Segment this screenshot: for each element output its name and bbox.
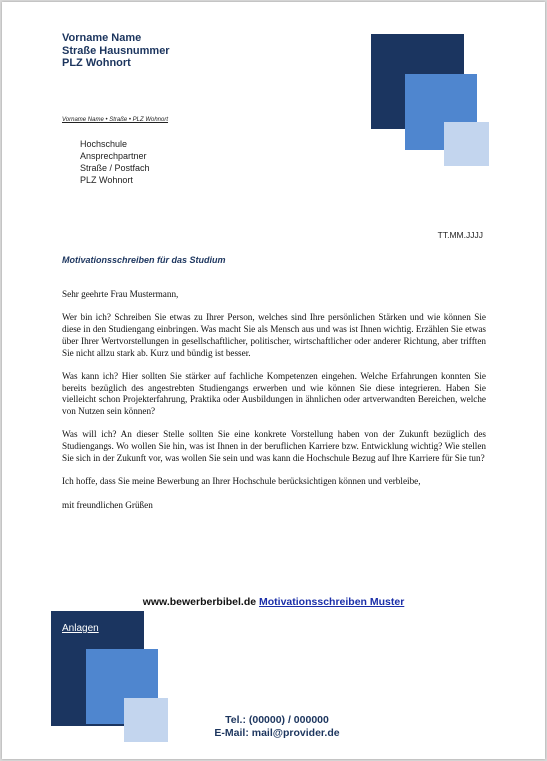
sender-street: Straße Hausnummer <box>62 44 170 57</box>
salutation: Sehr geehrte Frau Mustermann, <box>62 289 179 299</box>
contact-email: E-Mail: mail@provider.de <box>214 727 340 739</box>
letter-page <box>2 2 545 759</box>
subject-line: Motivationsschreiben für das Studium <box>62 255 226 265</box>
recipient-line: Ansprechpartner <box>80 151 147 161</box>
recipient-address <box>80 138 150 186</box>
contact-info <box>202 714 352 740</box>
anlagen-label: Anlagen <box>62 623 99 634</box>
return-address-line: Vorname Name • Straße • PLZ Wohnort <box>62 117 169 123</box>
footer-link[interactable]: Motivationsschreiben Muster <box>259 596 405 608</box>
body-paragraph: Ich hoffe, dass Sie meine Bewerbung an Ihrer Hochschule berücksichtigen können und verbleibe, <box>62 476 421 487</box>
recipient-line: Hochschule <box>80 139 128 149</box>
recipient-line: Straße / Postfach <box>80 163 150 173</box>
body-paragraph: Wer bin ich? Schreiben Sie etwas zu Ihrer Person, welches sind Ihre persönlichen Stärken und wie können Sie diese in den Studiengang einbringen. Was macht Sie als Mensch aus und was ist Ihnen wichtig. Erzählen Sie etwas über Ihrer Wertvorstellungen in gesellschaftlicher, politischer, wirtschaftlicher oder anderer Richtung, aber trifften Sie nicht allzu stark ab. Kurz und bündig ist besser. <box>62 312 486 358</box>
letter-body <box>62 289 486 523</box>
sender-name: Vorname Name <box>62 32 142 44</box>
body-paragraph: Was kann ich? Hier sollten Sie stärker auf fachliche Kompetenzen eingehen. Welche Erfahrungen konnten Sie bereits bezüglich des angestrebten Studiengangs erwerben und wie können Sie diese integrieren. Haben Sie vielleicht schon Projekterfahrung, Praktika oder Ausbildungen in ähnlichen oder artverwandten Bereichen, welche von Nutzen sein können? <box>62 370 486 416</box>
letter-date: TT.MM.JJJJ <box>437 230 483 240</box>
decor-square-light-bottom <box>124 698 168 742</box>
footer-link-line <box>2 596 545 608</box>
closing: mit freundlichen Grüßen <box>62 499 153 510</box>
footer-site: www.bewerberbibel.de <box>142 596 257 608</box>
contact-phone: Tel.: (00000) / 000000 <box>225 714 329 726</box>
sender-city: PLZ Wohnort <box>62 57 131 69</box>
recipient-line: PLZ Wohnort <box>80 175 133 185</box>
decor-square-light-top <box>444 122 489 166</box>
sender-address <box>62 32 170 70</box>
body-paragraph: Was will ich? An dieser Stelle sollten Sie eine konkrete Vorstellung haben von der Zukunft bezüglich des Studiengangs. Wo wollen Sie hin, was ist Ihnen in der beruflichen Karriere bzw. Entwicklung wichtig? Wie stellen Sie sich in der Zukunft vor, was wollen Sie sein und was kann die Hochschule Bezug auf Ihre Karriere für Sie tun? <box>62 429 486 463</box>
